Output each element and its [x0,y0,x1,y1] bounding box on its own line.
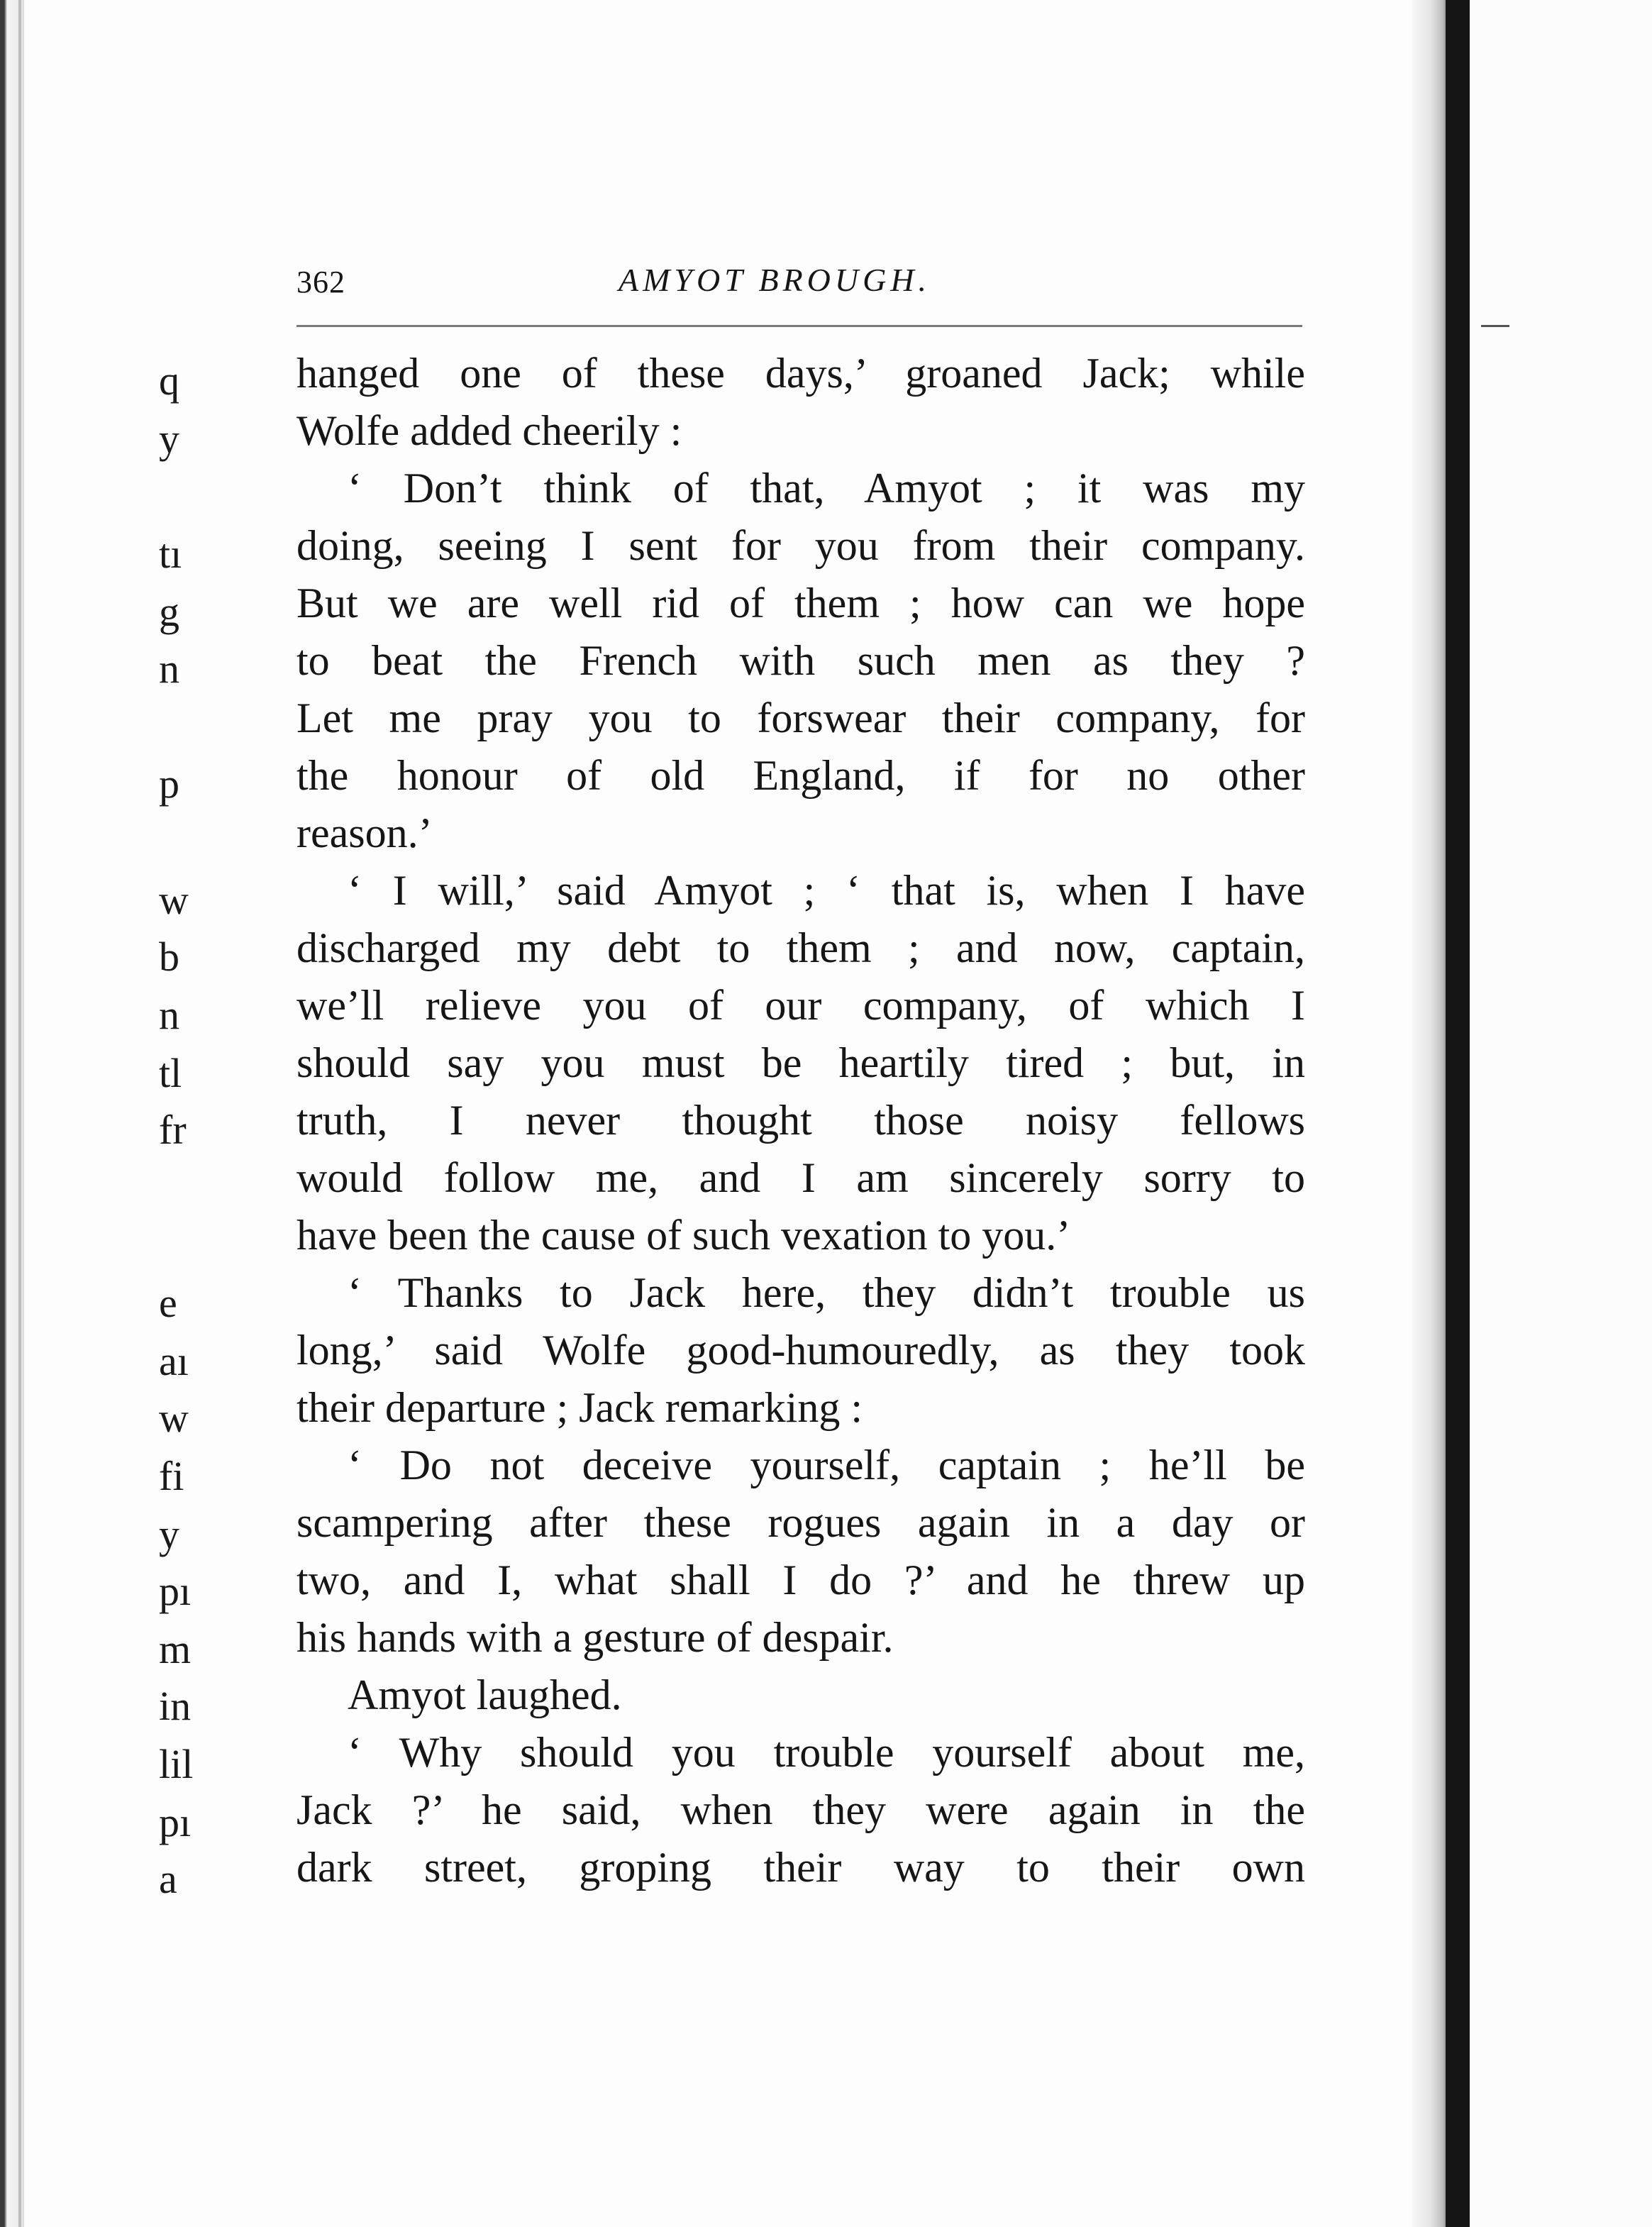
text-line: would follow me, and I am sincerely sorry to [296,1154,1305,1201]
facing-page-fragment: in [159,1683,192,1729]
facing-page-fragment: b [159,934,179,980]
text-line: we’ll relieve you of our company, of which I [296,982,1305,1029]
text-line: But we are well rid of them ; how can we hope [296,580,1305,626]
text-line: discharged my debt to them ; and now, captain, [296,924,1305,971]
facing-page-fragment: lil [159,1741,194,1787]
facing-page-rule [1481,325,1509,327]
header-rule [296,325,1302,327]
facing-page-fragment: q [159,358,179,404]
text-line: the honour of old England, if for no other [296,752,1305,799]
facing-page-fragment: y [159,416,179,462]
facing-page-fragment: fi [159,1453,184,1499]
text-line: their departure ; Jack remarking : [296,1384,863,1431]
facing-page-fragment: n [159,646,179,692]
text-line: long,’ said Wolfe good-humouredly, as they took [296,1327,1305,1374]
text-line: two, and I, what shall I do ?’ and he threw up [296,1557,1305,1603]
text-line: dark street, groping their way to their own [296,1844,1305,1891]
text-line: doing, seeing I sent for you from their company. [296,522,1305,569]
page-header [296,261,1297,312]
facing-page-fragment: y [159,1511,179,1557]
text-line: Jack ?’ he said, when they were again in the [296,1786,1305,1833]
scan-left-rule [18,0,21,2227]
page-body [296,345,1305,1896]
text-line: ‘ Why should you trouble yourself about me, [348,1729,1305,1776]
facing-page-fragment: tı [159,531,182,577]
text-line: Amyot laughed. [348,1671,622,1718]
facing-page-fragment: aı [159,1338,189,1384]
text-line: Wolfe added cheerily : [296,407,682,454]
text-line: ‘ I will,’ said Amyot ; ‘ that is, when I have [348,867,1305,914]
text-line: reason.’ [296,809,433,856]
book-gutter [1446,0,1470,2227]
facing-page-fragment: tl [159,1050,182,1096]
text-line: scampering after these rogues again in a day or [296,1499,1305,1546]
facing-page-fragment: p [159,761,179,807]
facing-page-fragment: a [159,1856,177,1902]
text-line: ‘ Do not deceive yourself, captain ; he’ll be [348,1442,1305,1488]
running-title: AMYOT BROUGH. [619,262,931,298]
facing-page-fragment: pı [159,1799,192,1845]
text-line: ‘ Thanks to Jack here, they didn’t trouble us [348,1269,1305,1316]
facing-page-fragment: fr [159,1107,187,1153]
facing-page-fragment: e [159,1280,177,1326]
text-line: hanged one of these days,’ groaned Jack; while [296,350,1305,397]
text-line: his hands with a gesture of despair. [296,1614,894,1661]
text-line: to beat the French with such men as they ? [296,637,1305,684]
facing-page-fragment: w [159,877,189,923]
facing-page-fragment: w [159,1395,189,1441]
facing-page-fragment: g [159,589,179,635]
facing-page-fragment: m [159,1626,192,1672]
text-line: ‘ Don’t think of that, Amyot ; it was my [348,465,1305,512]
facing-page-fragment: n [159,992,179,1038]
gutter-shadow [1412,0,1446,2227]
page-number: 362 [296,265,345,299]
text-line: truth, I never thought those noisy fellows [296,1097,1305,1144]
text-line: have been the cause of such vexation to you.’ [296,1212,1071,1259]
text-line: Let me pray you to forswear their company, for [296,695,1305,741]
facing-page-fragment: pı [159,1568,192,1614]
text-line: should say you must be heartily tired ; but, in [296,1039,1305,1086]
